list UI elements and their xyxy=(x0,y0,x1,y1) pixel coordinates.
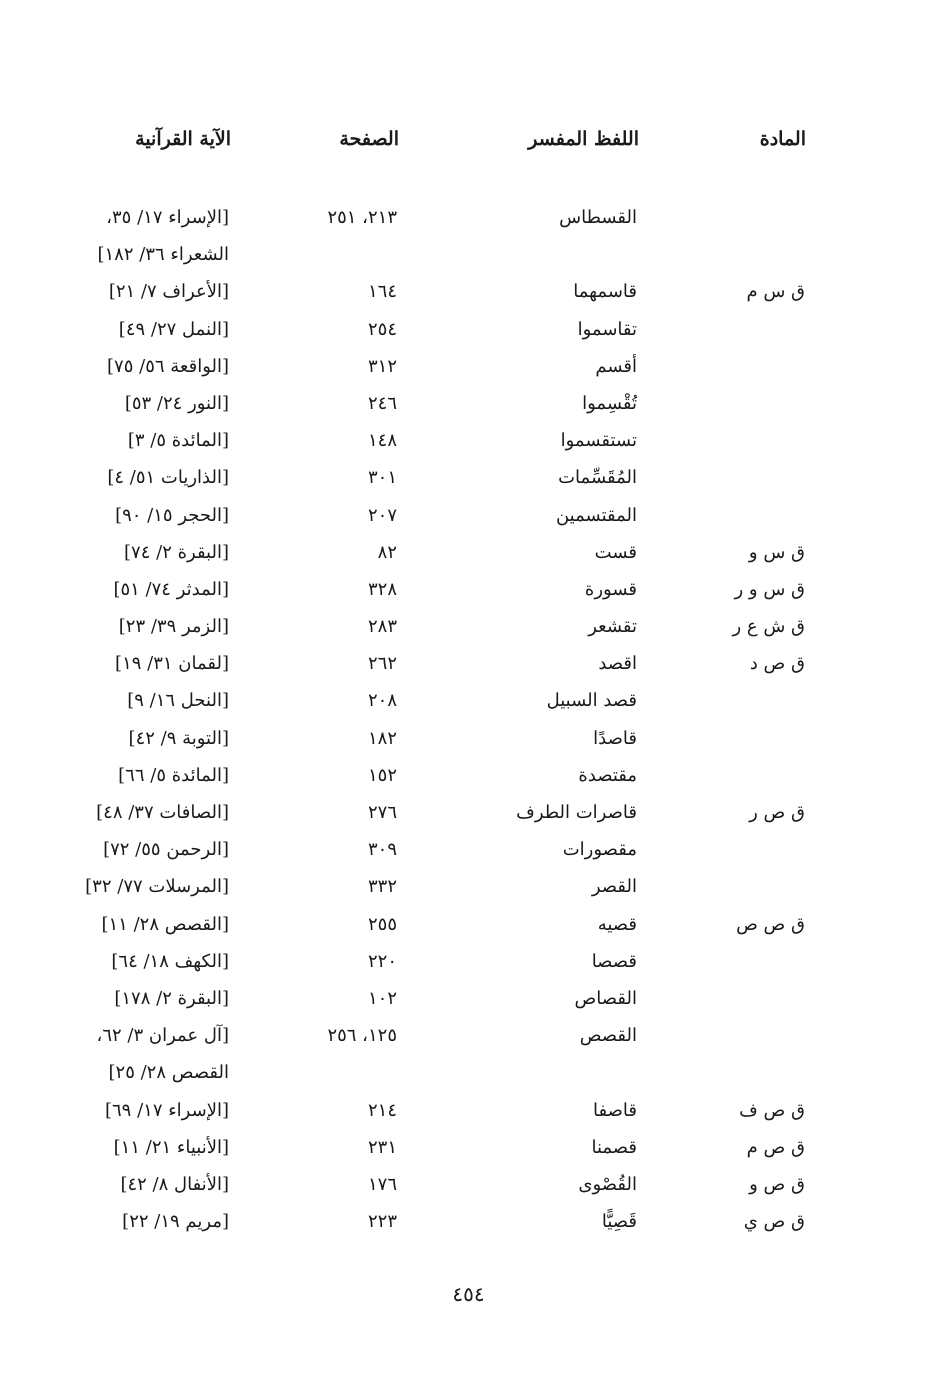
page-cell: ٣٠٩ xyxy=(367,839,397,861)
root-cell: ق ص ر xyxy=(749,802,805,823)
verse-cell: [البقرة ٢/ ١٧٨] xyxy=(114,987,229,1009)
table-header xyxy=(0,128,937,162)
page-cell: ١٤٨ xyxy=(367,430,397,452)
page-cell: ٢٦٢ xyxy=(367,653,397,675)
table-row xyxy=(0,761,937,798)
table-row xyxy=(0,240,937,277)
verse-cell: [القصص ٢٨/ ١١] xyxy=(101,913,229,935)
page-cell: ٢١٤ xyxy=(367,1099,397,1121)
word-cell: المقتسمين xyxy=(555,504,637,526)
verse-cell: [الأنبياء ٢١/ ١١] xyxy=(113,1136,229,1158)
header-page: الصفحة xyxy=(339,128,399,150)
header-word: اللفظ المفسر xyxy=(528,128,639,150)
verse-cell: [الحجر ١٥/ ٩٠] xyxy=(115,504,229,526)
root-cell: ق ص ص xyxy=(736,913,805,935)
word-cell: قصد السبيل xyxy=(546,690,637,712)
page-cell: ١٢٥، ٢٥٦ xyxy=(327,1025,397,1047)
root-cell: ق ص ي xyxy=(743,1211,805,1233)
word-cell: قاصفا xyxy=(593,1099,637,1121)
root-cell: ق ص م xyxy=(746,1136,805,1158)
word-cell: أقسم xyxy=(595,355,637,377)
table-row xyxy=(0,724,937,761)
page-cell: ٢٠٧ xyxy=(367,504,397,526)
word-cell: مقصورات xyxy=(562,839,637,861)
table-row xyxy=(0,463,937,500)
table-row xyxy=(0,947,937,984)
verse-cell: [لقمان ٣١/ ١٩] xyxy=(115,653,229,675)
word-cell: قصصا xyxy=(591,950,637,972)
table-row xyxy=(0,910,937,947)
root-cell: ق س م xyxy=(746,281,805,303)
table-row xyxy=(0,426,937,463)
table-row xyxy=(0,1133,937,1170)
page-cell: ٣٠١ xyxy=(367,467,397,489)
table-row xyxy=(0,538,937,575)
word-cell: القسطاس xyxy=(559,207,637,228)
header-root: المادة xyxy=(759,128,806,150)
word-cell: قصمنا xyxy=(591,1136,637,1158)
table-body xyxy=(0,203,937,1244)
verse-cell: [النحل ١٦/ ٩] xyxy=(127,690,229,712)
table-row xyxy=(0,575,937,612)
verse-cell: [الرحمن ٥٥/ ٧٢] xyxy=(103,839,229,861)
root-cell: ق ص و xyxy=(749,1173,805,1195)
verse-cell: [مريم ١٩/ ٢٢] xyxy=(122,1211,229,1233)
page-cell: ١٠٢ xyxy=(367,987,397,1009)
table-row xyxy=(0,1058,937,1095)
word-cell: مقتصدة xyxy=(578,764,637,786)
table-row xyxy=(0,872,937,909)
verse-cell: [النمل ٢٧/ ٤٩] xyxy=(118,318,229,340)
word-cell: قاصرات الطرف xyxy=(516,802,637,823)
table-row xyxy=(0,1021,937,1058)
word-cell: المُقَسِّمات xyxy=(558,467,637,489)
table-row xyxy=(0,686,937,723)
word-cell: قصيه xyxy=(597,913,637,935)
word-cell: قاسمهما xyxy=(573,281,637,303)
verse-cell: [الأعراف ٧/ ٢١] xyxy=(108,281,229,303)
table-row xyxy=(0,203,937,240)
word-cell: اقصد xyxy=(598,653,637,675)
verse-cell: [الصافات ٣٧/ ٤٨] xyxy=(96,802,229,823)
word-cell: تقشعر xyxy=(588,616,637,638)
verse-cell: [المرسلات ٧٧/ ٣٢] xyxy=(85,876,229,898)
word-cell: تستقسموا xyxy=(560,430,637,452)
page-cell: ١٥٢ xyxy=(367,764,397,786)
page-cell: ١٨٢ xyxy=(367,727,397,749)
table-row xyxy=(0,612,937,649)
table-row xyxy=(0,352,937,389)
table-row xyxy=(0,315,937,352)
verse-cell: [النور ٢٤/ ٥٣] xyxy=(124,392,229,414)
page-cell: ٢١٣، ٢٥١ xyxy=(327,207,397,228)
page-cell: ٢٧٦ xyxy=(367,802,397,823)
page-cell: ٢٠٨ xyxy=(367,690,397,712)
page-cell: ٢٥٤ xyxy=(367,318,397,340)
page-cell: ٣١٢ xyxy=(367,355,397,377)
page-number: ٤٥٤ xyxy=(452,1282,485,1306)
page-cell: ٣٣٢ xyxy=(367,876,397,898)
root-cell: ق ش ع ر xyxy=(732,616,805,638)
page-cell: ٢٥٥ xyxy=(367,913,397,935)
root-cell: ق س و xyxy=(748,541,805,563)
page-cell: ٢٣١ xyxy=(367,1136,397,1158)
table-row xyxy=(0,835,937,872)
table-row xyxy=(0,1096,937,1133)
word-cell: القُصْوى xyxy=(578,1173,637,1195)
table-row xyxy=(0,501,937,538)
header-verse: الآية القرآنية xyxy=(135,128,231,150)
verse-cell: [الذاريات ٥١/ ٤] xyxy=(107,467,229,489)
verse-cell: [المائدة ٥/ ٣] xyxy=(127,430,229,452)
word-cell: تقاسموا xyxy=(577,318,637,340)
verse-cell: [الإسراء ١٧/ ٦٩] xyxy=(104,1099,229,1121)
verse-cell: [البقرة ٢/ ٧٤] xyxy=(124,541,229,563)
verse-cell: [الأنفال ٨/ ٤٢] xyxy=(120,1173,229,1195)
verse-cell: [المدثر ٧٤/ ٥١] xyxy=(113,578,229,600)
table-row xyxy=(0,649,937,686)
root-cell: ق ص د xyxy=(749,653,805,675)
root-cell: ق ص ف xyxy=(739,1099,805,1121)
word-cell: قاصدًا xyxy=(593,727,637,749)
root-cell: ق س و ر xyxy=(734,578,805,600)
verse-cell: [الإسراء ١٧/ ٣٥، xyxy=(106,207,229,228)
verse-cell: [التوبة ٩/ ٤٢] xyxy=(128,727,229,749)
verse-cell: القصص ٢٨/ ٢٥] xyxy=(108,1062,229,1084)
verse-cell: [الواقعة ٥٦/ ٧٥] xyxy=(107,355,229,377)
word-cell: قست xyxy=(594,541,637,563)
word-cell: القصاص xyxy=(574,987,637,1009)
verse-cell: الشعراء ٣٦/ ١٨٢] xyxy=(97,244,229,266)
table-row xyxy=(0,984,937,1021)
word-cell: القصص xyxy=(579,1025,637,1047)
page-cell: ١٧٦ xyxy=(367,1173,397,1195)
table-row xyxy=(0,1170,937,1207)
page-cell: ٢٢٣ xyxy=(367,1211,397,1233)
verse-cell: [الكهف ١٨/ ٦٤] xyxy=(111,950,229,972)
page-cell: ٢٨٣ xyxy=(367,616,397,638)
verse-cell: [آل عمران ٣/ ٦٢، xyxy=(96,1025,229,1047)
table-row xyxy=(0,389,937,426)
page-cell: ١٦٤ xyxy=(367,281,397,303)
page-cell: ٨٢ xyxy=(377,541,397,563)
table-row xyxy=(0,1207,937,1244)
verse-cell: [الزمر ٣٩/ ٢٣] xyxy=(118,616,229,638)
page-cell: ٣٢٨ xyxy=(367,578,397,600)
table-row xyxy=(0,798,937,835)
word-cell: قسورة xyxy=(584,578,637,600)
page-cell: ٢٤٦ xyxy=(367,392,397,414)
page-cell: ٢٢٠ xyxy=(367,950,397,972)
word-cell: تُقْسِموا xyxy=(582,392,637,414)
word-cell: قَصِيًّا xyxy=(601,1211,637,1233)
verse-cell: [المائدة ٥/ ٦٦] xyxy=(118,764,229,786)
word-cell: القصر xyxy=(591,876,637,898)
table-row xyxy=(0,277,937,314)
